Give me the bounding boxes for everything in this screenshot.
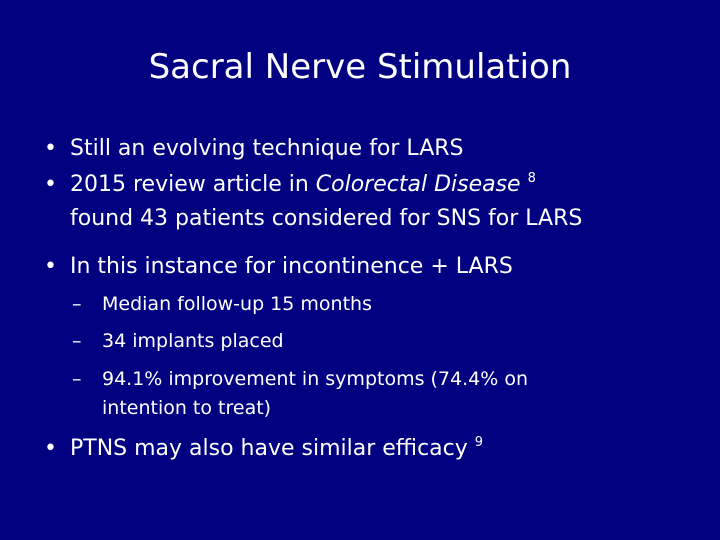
slide-title: Sacral Nerve Stimulation (148, 47, 572, 87)
sub-bullet-text-2: 34 implants placed (102, 330, 284, 352)
bullet-text-1: Still an evolving technique for LARS (70, 136, 464, 161)
reference-8: 8 (527, 171, 536, 186)
dash-marker: – (72, 330, 82, 352)
bullet-item-4 (44, 432, 704, 466)
bullet-text-3: In this instance for incontinence + LARS (70, 254, 513, 279)
dash-marker: – (72, 368, 82, 390)
bullet-text-2-line2: found 43 patients considered for SNS for LARS (70, 206, 583, 231)
dash-marker: – (72, 293, 82, 315)
bullet-text-4-main: PTNS may also have similar efficacy (70, 436, 475, 461)
bullet-marker: • (44, 172, 57, 197)
sub-bullet-item-1 (72, 290, 672, 319)
bullet-item-3 (44, 250, 704, 284)
bullet-text-4 (70, 432, 704, 466)
bullet-item-1 (44, 132, 704, 166)
sub-bullet-text-3-line2: intention to treat) (102, 397, 272, 419)
sub-bullet-item-2 (72, 327, 672, 356)
sub-bullet-text-3 (102, 365, 672, 423)
bullet-marker: • (44, 436, 57, 461)
bullet-text-2 (70, 168, 704, 236)
bullet-marker: • (44, 136, 57, 161)
bullet-marker: • (44, 254, 57, 279)
bullet-text-2-start: 2015 review article in (70, 172, 316, 197)
journal-name: Colorectal Disease (315, 172, 521, 197)
sub-bullet-text-1: Median follow-up 15 months (102, 293, 372, 315)
sub-bullet-item-3 (72, 365, 672, 423)
sub-bullet-text-3-line1: 94.1% improvement in symptoms (74.4% on (102, 368, 528, 390)
reference-9: 9 (474, 435, 484, 450)
bullet-item-2 (44, 168, 704, 236)
